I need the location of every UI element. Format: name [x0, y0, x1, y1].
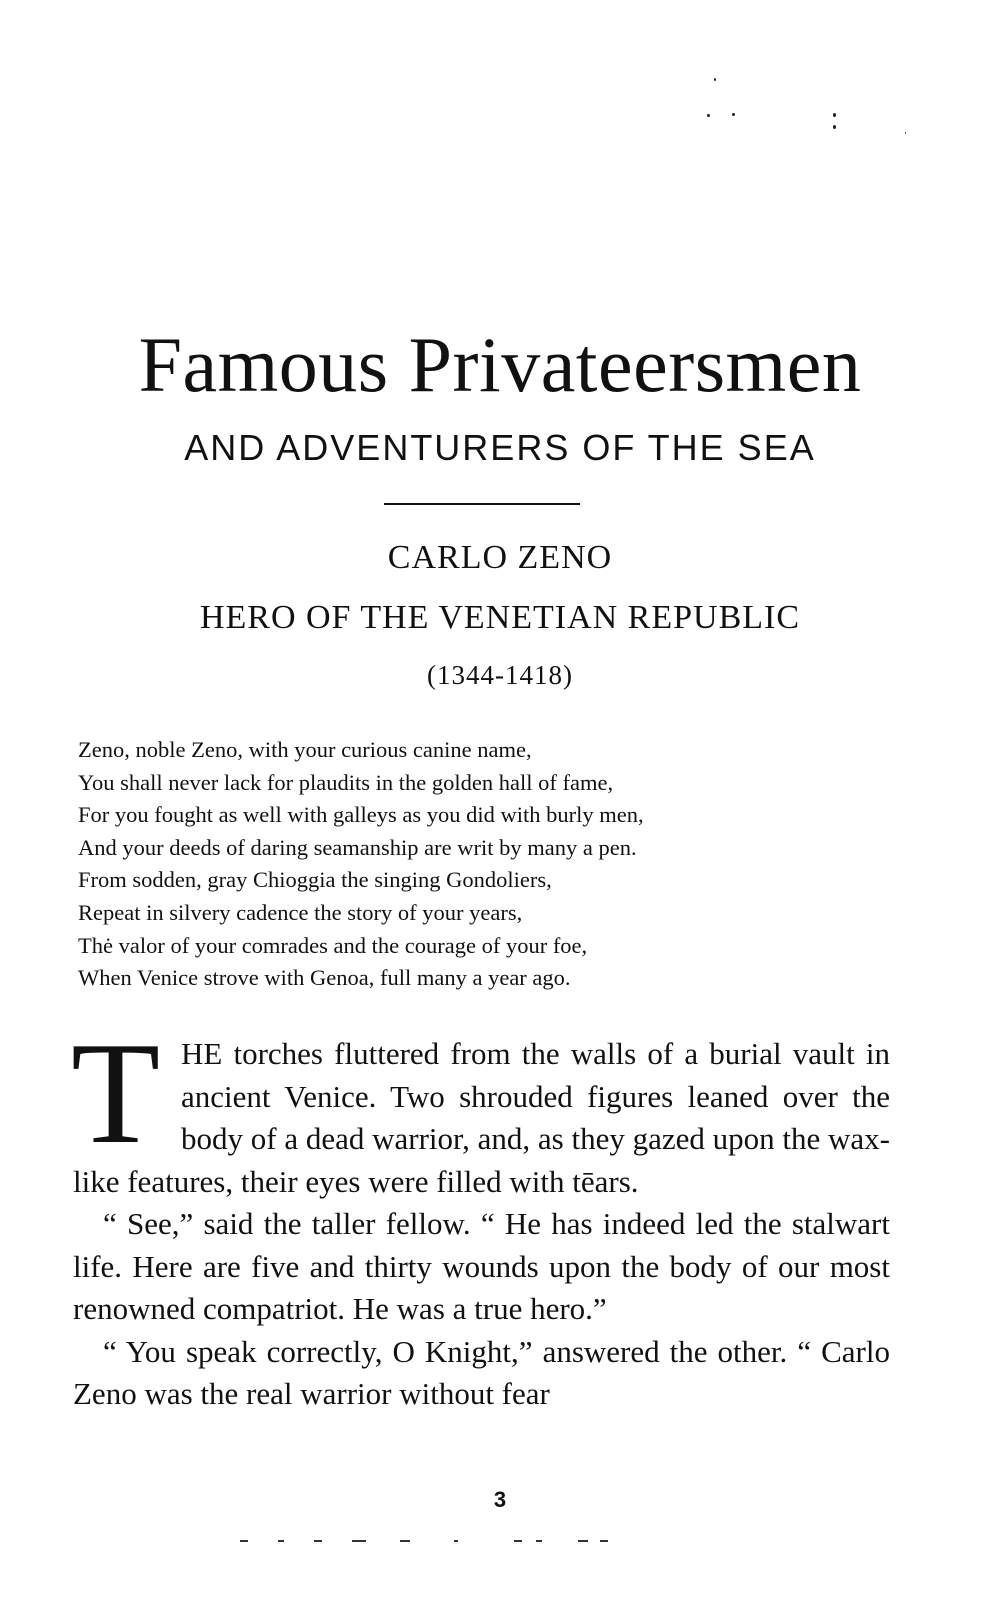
dash — [454, 1540, 458, 1542]
section-divider — [384, 503, 580, 505]
dash — [240, 1540, 248, 1542]
epigraph-poem — [78, 734, 918, 995]
dash — [400, 1540, 410, 1542]
dash — [514, 1540, 522, 1542]
paragraph: “ See,” said the taller fellow. “ He has indeed led the stalwart life. Here are five and thirty wounds upon the body of our most renowned compatriot. He was a true hero.” — [73, 1206, 890, 1326]
poem-line: And your deeds of daring seamanship are writ by many a pen. — [78, 834, 637, 860]
speck — [732, 113, 735, 116]
speck — [905, 132, 906, 134]
drop-cap: T — [71, 1012, 161, 1174]
speck — [707, 114, 710, 117]
poem-line: For you fought as well with galleys as you did with burly men, — [78, 802, 644, 828]
speck — [833, 125, 836, 129]
dash — [278, 1540, 284, 1542]
chapter-heading: HERO OF THE VENETIAN REPUBLIC — [199, 599, 801, 636]
page-number: 3 — [493, 1487, 507, 1512]
dash — [578, 1540, 588, 1542]
poem-line: When Venice strove with Genoa, full many a year ago. — [78, 965, 571, 991]
poem-line: From sodden, gray Chioggia the singing Gondoliers, — [78, 867, 552, 893]
chapter-name: CARLO ZENO — [387, 539, 613, 576]
body-text — [71, 1012, 890, 1416]
chapter-dates: (1344-1418) — [427, 660, 573, 690]
poem-line: Thė valor of your comrades and the courage of your foe, — [78, 932, 588, 958]
dash — [352, 1540, 366, 1542]
poem-line: Repeat in silvery cadence the story of your years, — [78, 899, 523, 925]
speck — [714, 78, 716, 81]
poem-line: You shall never lack for plaudits in the golden hall of fame, — [78, 769, 614, 795]
scan-artifact-dashes — [240, 1540, 640, 1543]
book-title: Famous Privateersmen — [138, 321, 862, 408]
paragraph-text: HE torches fluttered from the walls of a burial vault in ancient Venice. Two shrouded figures leaned over the body of a dead warrior, and, as they gazed upon the wax-like features, their eyes were filled with tēars. — [73, 1036, 890, 1199]
scan-specks — [700, 70, 960, 160]
paragraph — [71, 1012, 890, 1203]
dash — [314, 1540, 322, 1542]
book-subtitle: AND ADVENTURERS OF THE SEA — [184, 427, 816, 468]
dash — [600, 1540, 608, 1542]
speck — [833, 113, 836, 117]
dash — [536, 1540, 542, 1542]
paragraph: “ You speak correctly, O Knight,” answered the other. “ Carlo Zeno was the real warrior without fear — [73, 1333, 890, 1411]
poem-line: Zeno, noble Zeno, with your curious canine name, — [78, 737, 532, 762]
